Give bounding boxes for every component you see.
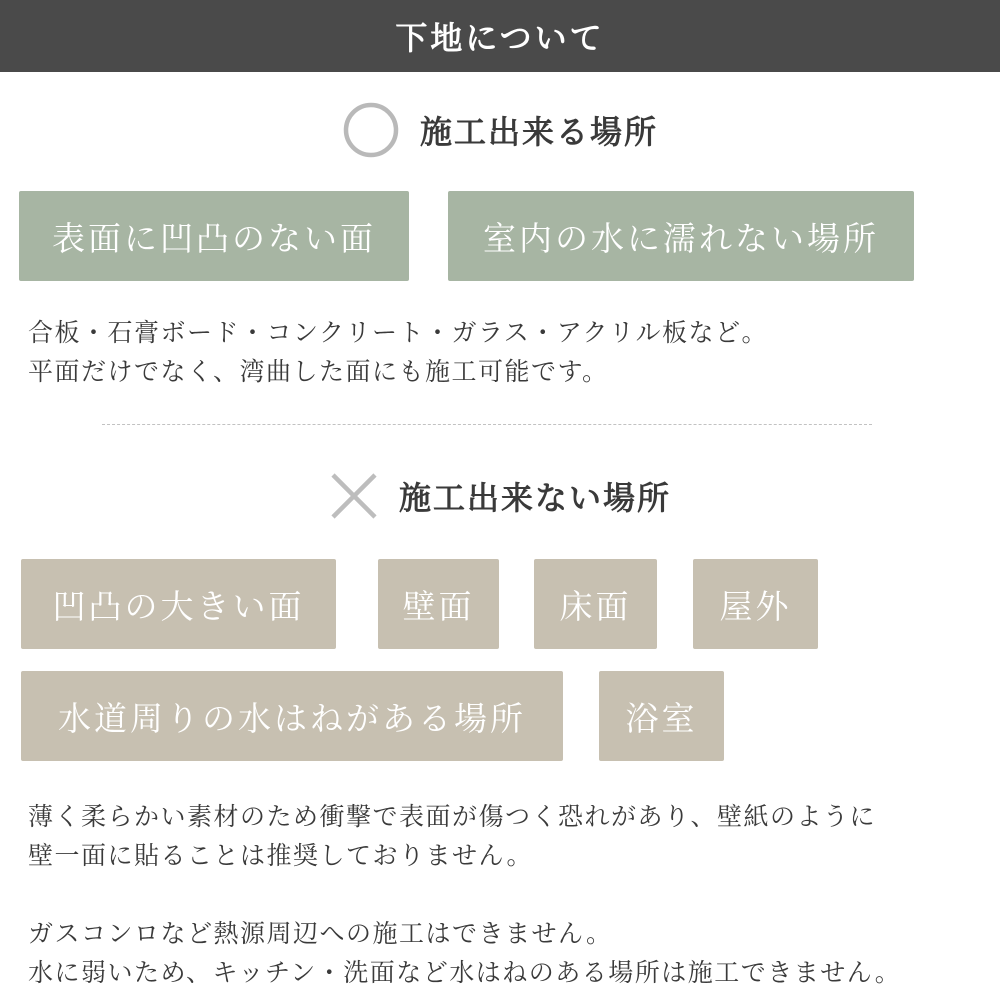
ok-section-title [0, 100, 1000, 160]
ng-tag-label: 壁面 [402, 586, 475, 626]
ng-description-line: ガスコンロなど熱源周辺への施工はできません。 [28, 919, 613, 948]
header-title: 下地について [395, 19, 605, 57]
circle-icon [342, 101, 400, 159]
ng-section-title [0, 466, 1000, 526]
header-bar [0, 0, 1000, 72]
ng-tag-water-splash [21, 671, 563, 761]
ng-tag-bathroom [599, 671, 724, 761]
ng-tag-label: 床面 [559, 586, 632, 626]
ok-tag-label: 室内の水に濡れない場所 [483, 218, 879, 258]
ng-tag-floor [534, 559, 657, 649]
ng-description-line: 壁一面に貼ることは推奨しておりません。 [28, 841, 534, 870]
ok-description [28, 313, 978, 391]
ng-tag-wall [378, 559, 499, 649]
section-divider [102, 424, 872, 425]
ng-description-line: 薄く柔らかい素材のため衝撃で表面が傷つく恐れがあり、壁紙のように [28, 802, 877, 831]
ok-tag-flat-surface [19, 191, 409, 281]
cross-icon [329, 471, 379, 521]
ng-tag-label: 凹凸の大きい面 [52, 586, 305, 626]
ng-description [28, 797, 978, 992]
ok-description-line: 合板・石膏ボード・コンクリート・ガラス・アクリル板など。 [28, 318, 769, 347]
ng-description-line [28, 875, 978, 914]
ng-tag-label: 浴室 [625, 698, 698, 738]
ok-title-text: 施工出来る場所 [419, 113, 658, 151]
ng-description-line: 水に弱いため、キッチン・洗面など水はねのある場所は施工できません。 [28, 958, 902, 987]
ng-tag-uneven-surface [21, 559, 336, 649]
ng-tag-label: 水道周りの水はねがある場所 [58, 698, 526, 738]
ok-description-line: 平面だけでなく、湾曲した面にも施工可能です。 [28, 357, 609, 386]
ok-tag-label: 表面に凹凸のない面 [52, 218, 376, 258]
ng-title-text: 施工出来ない場所 [398, 479, 671, 517]
ok-tag-indoor-dry [448, 191, 914, 281]
ng-tag-label: 屋外 [719, 586, 792, 626]
ng-tag-outdoor [693, 559, 818, 649]
